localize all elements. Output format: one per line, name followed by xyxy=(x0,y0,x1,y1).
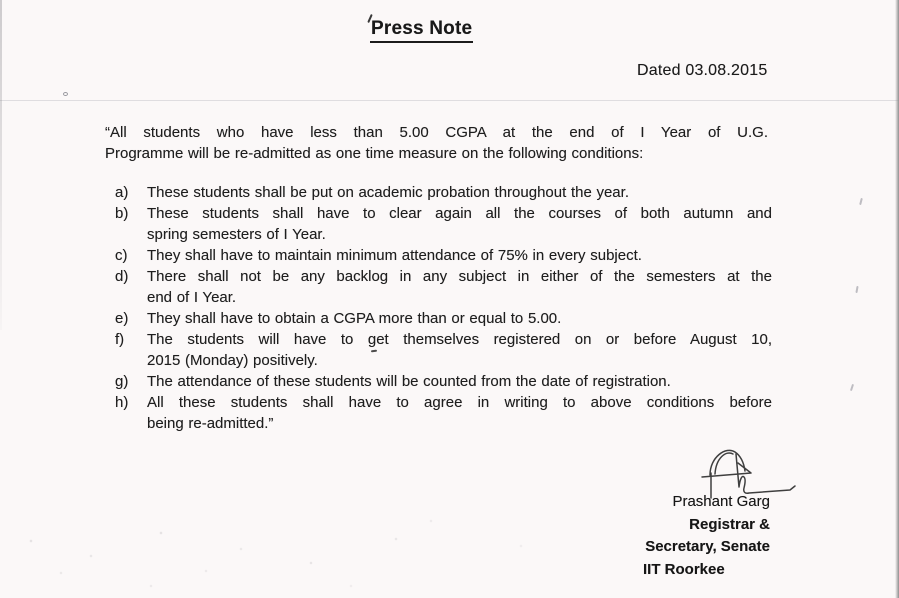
condition-label: h) xyxy=(115,394,129,411)
scan-speck xyxy=(850,384,854,391)
condition-label: a) xyxy=(115,184,129,201)
scan-paper-edge-left xyxy=(0,0,2,330)
date-line: Dated 03.08.2015 xyxy=(637,62,768,79)
condition-text xyxy=(147,182,772,203)
condition-text xyxy=(147,371,772,392)
condition-line: 2015 (Monday) positively. xyxy=(147,352,318,369)
condition-line: All these students shall have to agree in writing to above conditions before xyxy=(147,394,772,411)
condition-line: end of I Year. xyxy=(147,289,237,306)
scan-speck xyxy=(859,198,863,205)
condition-item-g xyxy=(113,371,775,392)
signature-block xyxy=(643,491,770,581)
condition-label: f) xyxy=(115,331,125,348)
condition-line: being re-admitted.” xyxy=(147,415,274,432)
condition-line: There shall not be any backlog in any subject in either of the semesters at the xyxy=(147,268,772,285)
condition-text xyxy=(147,392,772,434)
scan-paper-edge-right xyxy=(895,0,899,598)
condition-line: spring semesters of I Year. xyxy=(147,226,326,243)
signatory-name: Prashant Garg xyxy=(672,493,770,510)
condition-item-a xyxy=(113,182,775,203)
title-wrap xyxy=(370,18,473,43)
signatory-title-1: Registrar & xyxy=(689,515,770,533)
signatory-organization: IIT Roorkee xyxy=(643,560,725,578)
scan-speck xyxy=(63,92,68,96)
conditions-list xyxy=(113,182,775,434)
condition-line: These students shall be put on academic probation throughout the year. xyxy=(147,184,629,201)
condition-item-f xyxy=(113,329,775,371)
condition-line: They shall have to obtain a CGPA more than or equal to 5.00. xyxy=(147,310,562,327)
condition-text xyxy=(147,245,772,266)
page-title: Press Note xyxy=(370,18,473,43)
signatory-title-2: Secretary, Senate xyxy=(645,538,770,556)
condition-item-b xyxy=(113,203,775,245)
condition-item-d xyxy=(113,266,775,308)
scan-speck xyxy=(855,286,858,293)
condition-label: g) xyxy=(115,373,129,390)
condition-label: c) xyxy=(115,247,128,264)
condition-line: The students will have to get themselves registered on or before August 10, xyxy=(147,331,772,348)
condition-text xyxy=(147,203,772,245)
condition-label: d) xyxy=(115,268,129,285)
condition-label: b) xyxy=(115,205,129,222)
scan-noise xyxy=(0,0,2,2)
condition-text xyxy=(147,266,772,308)
intro-line: “All students who have less than 5.00 CGPA at the end of I Year of U.G. xyxy=(105,124,768,141)
condition-item-h xyxy=(113,392,775,434)
condition-label: e) xyxy=(115,310,129,327)
intro-paragraph xyxy=(105,122,768,164)
condition-text xyxy=(147,329,772,371)
condition-text xyxy=(147,308,772,329)
condition-line: The attendance of these students will be counted from the date of registration. xyxy=(147,373,671,390)
intro-line: Programme will be re-admitted as one time measure on the following conditions: xyxy=(105,145,644,162)
condition-item-c xyxy=(113,245,775,266)
scan-fold-line xyxy=(0,100,899,101)
condition-line: These students shall have to clear again all the courses of both autumn and xyxy=(147,205,772,222)
condition-line: They shall have to maintain minimum attendance of 75% in every subject. xyxy=(147,247,642,264)
condition-item-e xyxy=(113,308,775,329)
